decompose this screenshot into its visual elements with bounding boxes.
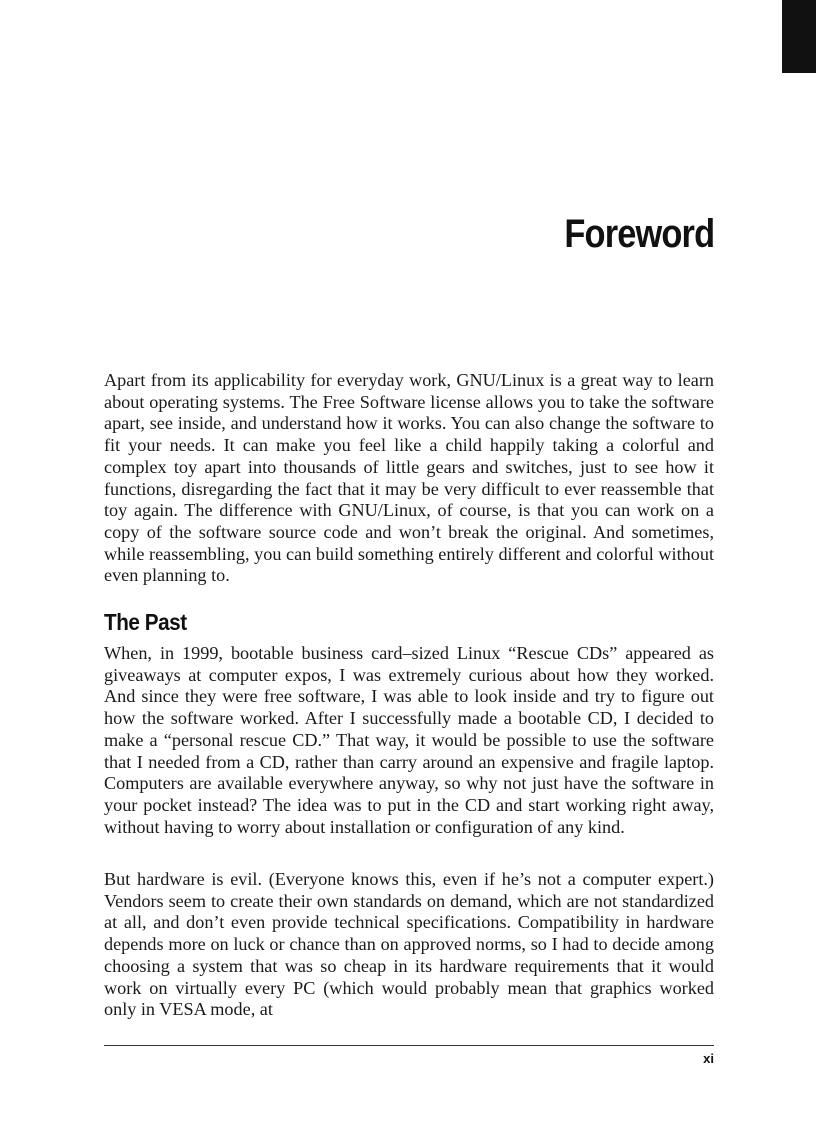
paragraph-intro: Apart from its applicability for everyday work, GNU/Linux is a great way to learn about operating systems. The Free Software license allows you to take the software apart, see inside, and understand how it works. You can also change the software to fit your needs. It can make you feel like a child happily taking a colorful and complex toy apart into thousands of little gears and switches, just to see how it functions, disregarding the fact that it may be very difficult to ever reassemble that toy again. The difference with GNU/Linux, of course, is that you can work on a copy of the software source code and won’t break the original. And sometimes, while reassembling, you can build something entirely different and colorful without even planning to. [104, 370, 714, 586]
page-number: xi [703, 1051, 714, 1066]
paragraph-past-2: But hardware is evil. (Everyone knows this, even if he’s not a computer expert.) Vendors seem to create their own standards on demand, which are not standardized at all, and don’t even provide technical specifications. Compatibility in hardware depends more on luck or chance than on approved norms, so I had to decide among choosing a system that was so cheap in its hardware requirements that it would work on virtually every PC (which would probably mean that graphics worked only in VESA mode, at [104, 869, 714, 1020]
chapter-title: Foreword [564, 212, 714, 256]
chapter-thumb-tab [782, 0, 816, 73]
footer-rule [104, 1045, 714, 1046]
paragraph-past-1: When, in 1999, bootable business card–sized Linux “Rescue CDs” appeared as giveaways at computer expos, I was extremely curious about how they worked. And since they were free software, I was able to look inside and try to figure out how the software worked. After I successfully made a bootable CD, I decided to make a “personal rescue CD.” That way, it would be possible to use the software that I needed from a CD, rather than carry around an expensive and fragile laptop. Computers are available everywhere anyway, so why not just have the software in your pocket instead? The idea was to put in the CD and start working right away, without having to worry about installation or configuration of any kind. [104, 643, 714, 837]
section-heading-the-past: The Past [104, 609, 187, 635]
